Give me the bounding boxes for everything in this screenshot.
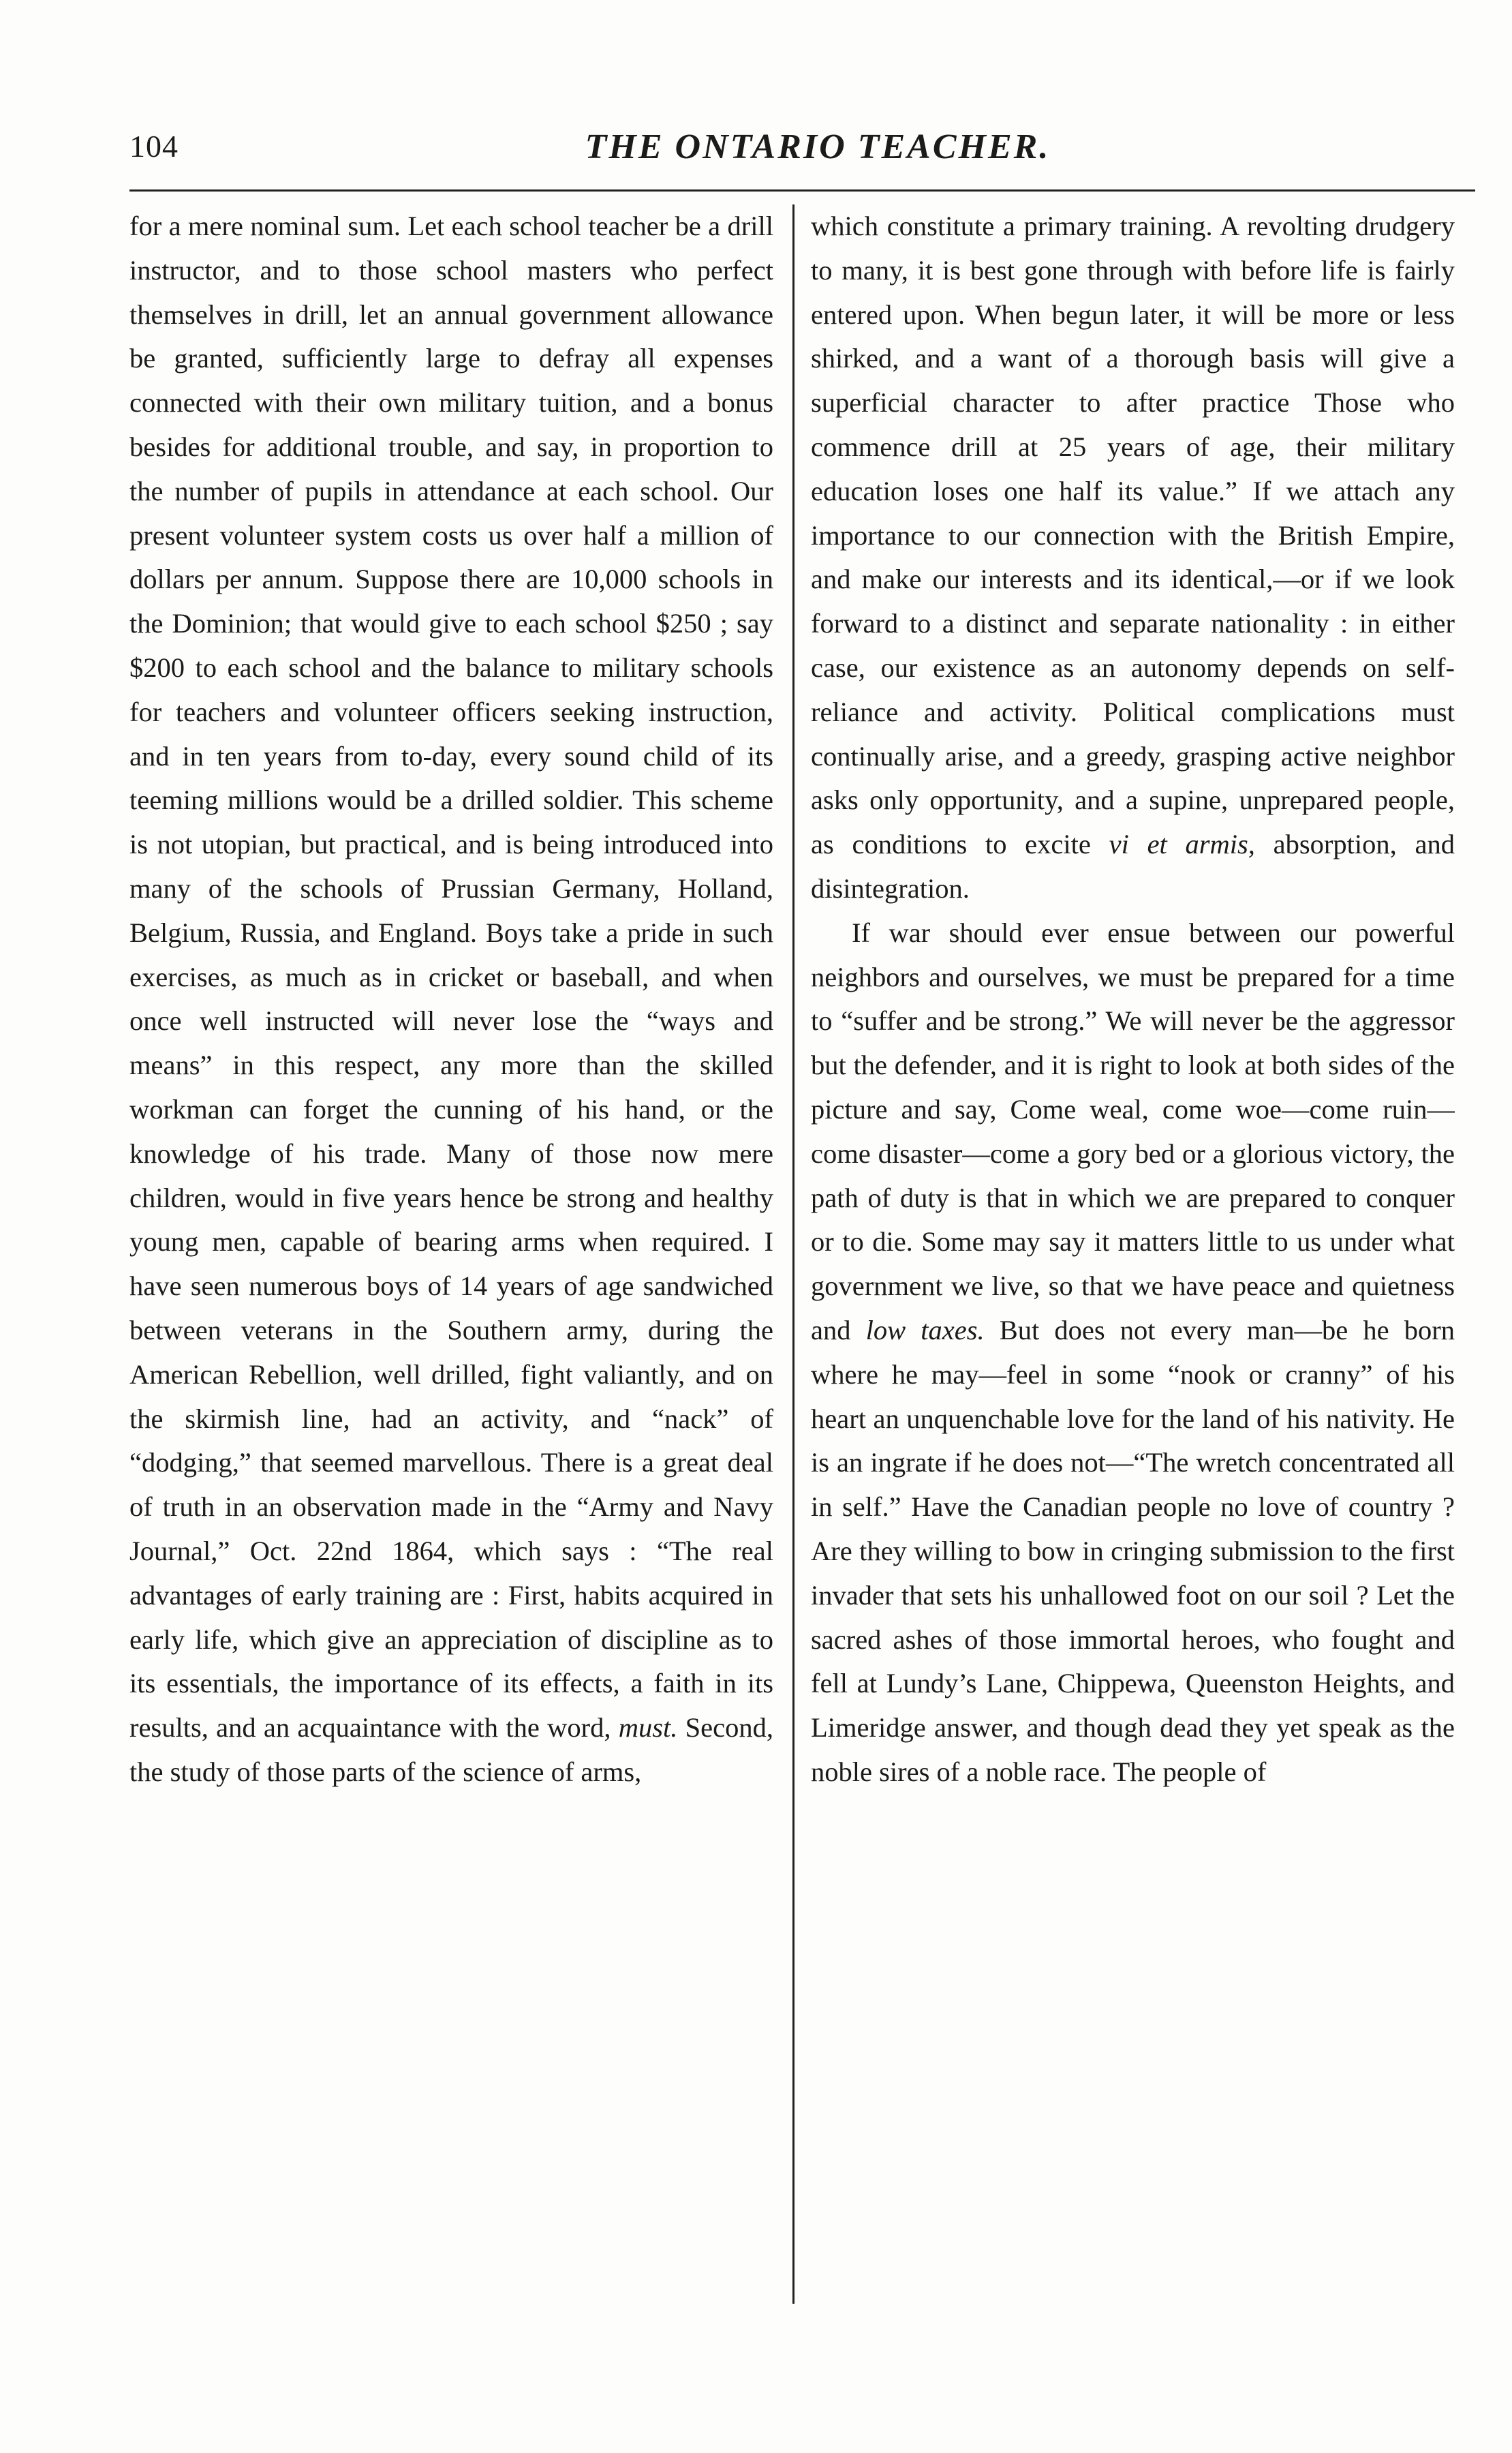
right-column	[811, 204, 1455, 2331]
right-paragraph-1-text: which constitute a primary training. A revolting drudgery to many, it is best gone through with before life is fairly entered upon. When begun later, it will be more or less shirked, and a want of a thorough basis will give a superficial character to after practice Those who commence drill at 25 years of age, their military education loses one half its value.” If we attach any importance to our connection with the British Empire, and make our interests and its identical,—or if we look forward to a distinct and separate nationality : in either case, our existence as an autonomy depends on self-reliance and activity. Political complications must continually arise, and a greedy, grasping active neighbor asks only opportunity, and a supine, unprepared people, as conditions to excite	[811, 211, 1455, 860]
italic-low-taxes: low taxes.	[865, 1314, 985, 1345]
column-divider	[792, 204, 794, 2304]
left-paragraph-text: for a mere nominal sum. Let each school teacher be a drill instructor, and to those school masters who perfect themselves in drill, let an annual government allowance be granted, sufficiently large to defray all expenses connected with their own military tuition, and a bonus besides for additional trouble, and say, in proportion to the number of pupils in attendance at each school. Our present volunteer system costs us over half a million of dollars per annum. Suppose there are 10,000 schools in the Dominion; that would give to each school $250 ; say $200 to each school and the balance to military schools for teachers and volunteer officers seeking instruction, and in ten years from to-day, every sound child of its teeming millions would be a drilled soldier. This scheme is not utopian, but practical, and is being introduced into many of the schools of Prussian Germany, Holland, Belgium, Russia, and England. Boys take a pride in such exercises, as much as in cricket or baseball, and when once well instructed will never lose the “ways and means” in this respect, any more than the skilled workman can forget the cunning of his hand, or the knowledge of his trade. Many of those now mere children, would in five years hence be strong and healthy young men, capable of bearing arms when required. I have seen numerous boys of 14 years of age sandwiched between veterans in the Southern army, during the American Rebellion, well drilled, fight valiantly, and on the skirmish line, had an activity, and “nack” of “dodging,” that seemed marvellous. There is a great deal of truth in an observation made in the “Army and Navy Journal,” Oct. 22nd 1864, which says : “The real advantages of early training are : First, habits acquired in early life, which give an appreciation of discipline as to its essentials, the importance of its effects, a faith in its results, and an acquaintance with the word,	[129, 211, 773, 1743]
running-title: THE ONTARIO TEACHER.	[585, 127, 1051, 166]
left-column	[129, 204, 773, 2331]
right-paragraph-2-text: If war should ever ensue between our powerful neighbors and ourselves, we must be prepared for a time to “suffer and be strong.” We will never be the aggressor but the defender, and it is right to look at both sides of the picture and say, Come weal, come woe—come ruin—come disaster—come a gory bed or a glorious victory, the path of duty is that in which we are prepared to conquer or to die. Some may say it matters little to us under what government we live, so that we have peace and quietness and	[811, 917, 1455, 1345]
latin-phrase: vi et armis,	[1109, 829, 1255, 860]
right-paragraph-2-tail: But does not every man—be he born where he may—feel in some “nook or cranny” of his heart an unquenchable love for the land of his nativity. He is an ingrate if he does not—“The wretch concentrated all in self.” Have the Canadian people no love of country ? Are they willing to bow in cringing submission to the first invader that sets his unhallowed foot on our soil ? Let the sacred ashes of those immortal heroes, who fought and fell at Lundy’s Lane, Chippewa, Queenston Heights, and Limeridge answer, and though dead they yet speak as the noble sires of a noble race. The people of	[811, 1314, 1455, 1787]
left-paragraph-tail: Second, the study of those parts of the science of arms,	[129, 1712, 773, 1787]
page-number: 104	[129, 129, 179, 164]
italic-word-must: must.	[618, 1712, 678, 1743]
right-paragraph-1-tail: absorption, and disintegration.	[811, 829, 1455, 904]
right-paragraph-1	[811, 204, 1455, 911]
header-rule	[129, 189, 1475, 192]
left-paragraph	[129, 204, 773, 1795]
right-paragraph-2	[811, 911, 1455, 1795]
